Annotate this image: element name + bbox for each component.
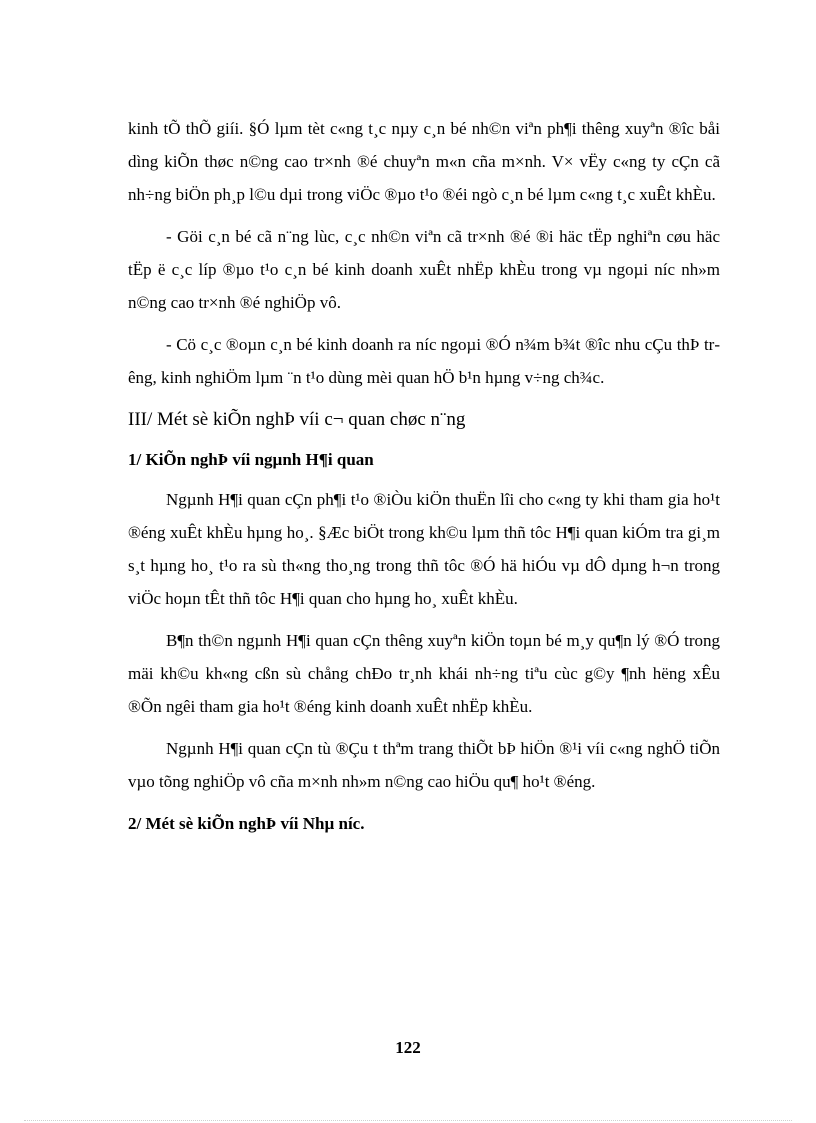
- paragraph-1: kinh tÕ thÕ giíi. §Ó lµm tèt c«ng t¸c nµy c¸n bé nh©n viªn ph¶i thêng xuyªn ®îc båi dìng kiÕn thøc n©ng cao tr×nh ®é chuyªn m«n cña m×nh. V× vËy c«ng ty cÇn cã nh÷ng biÖn ph¸p l©u dµi trong viÖc ®µo t¹o ®éi ngò c¸n bé lµm c«ng t¸c xuÊt khÈu.: [128, 119, 720, 204]
- bottom-divider: [24, 1120, 792, 1121]
- sub-heading-customs: 1/ KiÕn nghÞ víi ngµnh H¶i quan: [128, 450, 374, 469]
- sub-heading-state: 2/ Mét sè kiÕn nghÞ víi Nhµ níc.: [128, 814, 365, 833]
- paragraph-6: Ngµnh H¶i quan cÇn tù ®Çu t thªm trang thiÕt bÞ hiÖn ®¹i víi c«ng nghÖ tiÕn vµo tõng nghiÖp vô cña m×nh nh»m n©ng cao hiÖu qu¶ ho¹t ®éng.: [128, 739, 720, 791]
- paragraph-3: - Cö c¸c ®oµn c¸n bé kinh doanh ra níc ngoµi ®Ó n¾m b¾t ®îc nhu cÇu thÞ trêng, kinh nghiÖm lµm ¨n t¹o dùng mèi quan hÖ b¹n hµng v÷ng ch¾c.: [128, 335, 720, 387]
- paragraph-5: B¶n th©n ngµnh H¶i quan cÇn thêng xuyªn kiÖn toµn bé m¸y qu¶n lý ®Ó trong mäi kh©u kh«ng cßn sù chång chÐo tr¸nh khái nh÷ng tiªu cùc g©y ¶nh hëng xÊu ®Õn ngêi tham gia ho¹t ®éng kinh doanh xuÊt nhËp khÈu.: [128, 631, 720, 716]
- section-heading: III/ Mét sè kiÕn nghÞ víi c¬ quan chøc n¨ng: [128, 409, 466, 430]
- paragraph-2: - Göi c¸n bé cã n¨ng lùc, c¸c nh©n viªn cã tr×nh ®é ®i häc tËp nghiªn cøu häc tËp ë c¸c líp ®µo t¹o c¸n bé kinh doanh xuÊt nhËp khÈu trong vµ ngoµi níc nh»m n©ng cao tr×nh ®é nghiÖp vô.: [128, 227, 720, 312]
- page-body: [128, 112, 720, 847]
- page-number: 122: [395, 1038, 421, 1057]
- paragraph-4: Ngµnh H¶i quan cÇn ph¶i t¹o ®iÒu kiÖn thuËn lîi cho c«ng ty khi tham gia ho¹t ®éng xuÊt khÈu hµng ho¸. §Æc biÖt trong kh©u lµm thñ tôc H¶i quan kiÓm tra gi¸m s¸t hµng ho¸ t¹o ra sù th«ng tho¸ng trong thñ tôc ®Ó hä hiÓu vµ dÔ dµng h¬n trong viÖc hoµn tÊt thñ tôc H¶i quan cho hµng ho¸ xuÊt khÈu.: [128, 490, 720, 608]
